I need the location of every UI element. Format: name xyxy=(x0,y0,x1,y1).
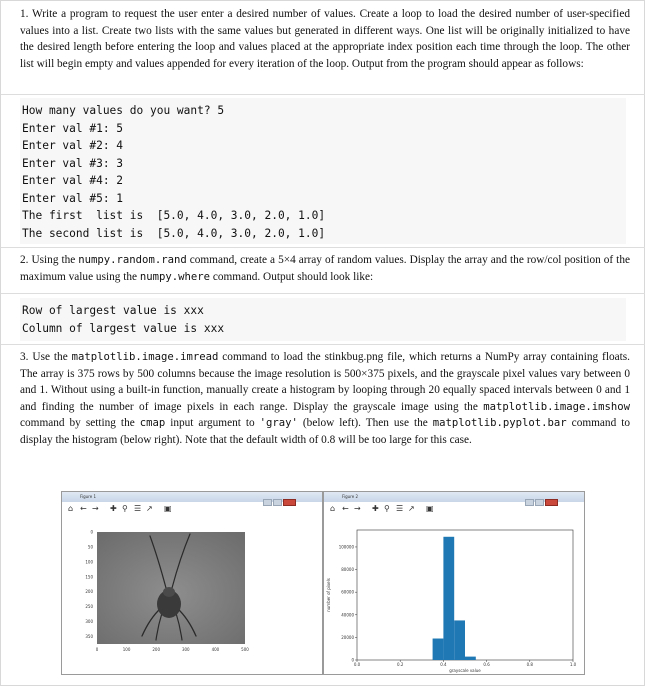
y-tick-label: 150 xyxy=(85,574,93,580)
home-icon[interactable]: ⌂ xyxy=(68,504,74,513)
q3-code-inline: 'gray' xyxy=(259,417,298,430)
x-tick-label: 0.4 xyxy=(440,662,447,667)
y-tick-label: 20000 xyxy=(341,634,354,640)
x-tick-label: 100 xyxy=(122,647,131,652)
q1-text: 1. Write a program to request the user enter a desired number of values. Create a loop to load the desired number of user-specified values into a list. Create two lists with the same values but generated in different ways. One list will be originally initialized to have the desired length before entering the loop and values placed at the appropriate index position each time through the loop. The other list will begin empty and values appended for every iteration of the loop. Output from the program should appear as follows: xyxy=(20,8,630,70)
pan-icon[interactable]: ✚ xyxy=(110,504,117,513)
q3-text-part: command by setting the xyxy=(20,417,140,430)
q3-code-inline: matplotlib.pyplot.bar xyxy=(432,417,567,430)
zoom-icon[interactable]: ⚲ xyxy=(122,504,128,513)
q2-code-inline: numpy.where xyxy=(139,270,211,283)
q1-output-line: Enter val #3: 3 xyxy=(22,156,124,170)
forward-icon[interactable]: → xyxy=(354,504,361,513)
x-tick-label: 500 xyxy=(241,647,249,652)
x-tick-label: 200 xyxy=(152,647,161,652)
q1-output-line: Enter val #5: 1 xyxy=(22,191,124,205)
q1-output-block xyxy=(20,98,626,244)
q3-text-part: 3. Use the xyxy=(20,351,72,363)
x-tick-label: 0.2 xyxy=(397,662,404,667)
image-x-ticks xyxy=(96,647,250,652)
y-tick-label: 100000 xyxy=(338,544,354,550)
q1-output-line: Enter val #4: 2 xyxy=(22,174,124,187)
zoom-icon[interactable]: ⚲ xyxy=(384,504,390,513)
y-tick-label: 200 xyxy=(85,589,93,595)
image-y-ticks xyxy=(85,530,93,640)
x-tick-label: 0 xyxy=(95,647,99,652)
back-icon[interactable]: ← xyxy=(80,504,87,513)
y-tick-label: 50 xyxy=(87,544,93,550)
q1-output-line: Enter val #1: 5 xyxy=(22,121,124,135)
back-icon[interactable]: ← xyxy=(342,504,349,513)
y-tick-label: 350 xyxy=(85,634,93,640)
configure-icon[interactable]: ☰ xyxy=(396,504,404,513)
q2-code-inline: numpy.random.rand xyxy=(78,254,187,266)
histogram-bar xyxy=(433,639,444,660)
figure-toolbar xyxy=(62,502,322,518)
y-tick-label: 40000 xyxy=(341,612,354,618)
figure-window-histogram xyxy=(323,491,585,675)
histogram-bar xyxy=(454,620,465,660)
histogram-bar xyxy=(465,657,476,660)
x-tick-label: 300 xyxy=(181,647,190,652)
q1-output-line: The second list is [5.0, 4.0, 3.0, 2.0, 1.0] xyxy=(22,226,326,240)
q2-output-line: Column of largest value is xxx xyxy=(22,321,225,335)
edit-axes-icon[interactable]: ↗ xyxy=(408,504,415,513)
save-icon[interactable]: ▣ xyxy=(164,504,172,513)
q3-text-part: command to load the stinkbug.png file, which returns a NumPy array containing floats. The array is 375 rows by 500 columns because the image resolution is 500×375 pixels, and the grayscale pixel values vary between 0 and 1. Without using a built-in function, manually create a histogram by looping through 20 equally spaced intervals between 0 and 1 and finding the number of image pixels in each range. Display the grayscale image using the xyxy=(20,351,630,413)
y-tick-label: 250 xyxy=(85,604,93,610)
window-title: Figure 2 xyxy=(342,494,359,499)
y-axis-label: number of pixels xyxy=(326,578,331,612)
divider xyxy=(1,293,645,294)
configure-icon[interactable]: ☰ xyxy=(134,504,142,513)
pan-icon[interactable]: ✚ xyxy=(372,504,379,513)
x-tick-label: 0.0 xyxy=(353,662,361,667)
q1-output-line: The first list is [5.0, 4.0, 3.0, 2.0, 1.0] xyxy=(22,209,326,222)
x-axis-label: grayscale value xyxy=(449,668,481,673)
q2-text xyxy=(20,252,630,285)
window-controls xyxy=(524,493,558,501)
y-tick-label: 0 xyxy=(351,657,354,663)
q2-text-part: command. Output should look like: xyxy=(210,270,374,283)
x-tick-label: 0.6 xyxy=(483,662,490,667)
divider xyxy=(1,344,645,345)
q2-text-part: 2. Using the xyxy=(20,254,79,266)
q3-text-part: command to display the histogram (below right). Note that the default width of 0.8 will be too large for this case. xyxy=(20,417,630,446)
x-tick-label: 1.0 xyxy=(569,662,577,667)
q3-text-part: input argument to xyxy=(165,417,260,430)
figure-window-image xyxy=(61,491,323,675)
y-tick-label: 80000 xyxy=(341,567,354,573)
y-tick-label: 100 xyxy=(85,559,93,565)
save-icon[interactable]: ▣ xyxy=(426,504,434,513)
q1-output-line: How many values do you want? 5 xyxy=(22,104,225,117)
home-icon[interactable]: ⌂ xyxy=(330,504,336,513)
q2-text-part: command, create a 5×4 array of random values. Display the array and the row/col position of the maximum value using the xyxy=(20,254,630,283)
q3-code-inline: cmap xyxy=(139,417,166,430)
histogram-y-ticks xyxy=(339,544,357,662)
q2-output-line: Row of largest value is xxx xyxy=(22,304,204,317)
q3-text xyxy=(20,349,630,449)
q3-text-part: (below left). Then use the xyxy=(297,417,433,430)
divider xyxy=(1,94,645,95)
q3-code-inline: matplotlib.image.imread xyxy=(71,351,219,363)
figure-toolbar xyxy=(324,502,584,518)
window-controls xyxy=(262,493,296,501)
x-tick-label: 0.8 xyxy=(526,662,533,667)
q2-output-block xyxy=(20,298,626,341)
window-title: Figure 1 xyxy=(80,494,97,499)
divider xyxy=(1,247,645,248)
window-titlebar[interactable] xyxy=(62,492,322,502)
edit-axes-icon[interactable]: ↗ xyxy=(146,504,153,513)
histogram-chart xyxy=(324,518,584,674)
window-titlebar[interactable] xyxy=(324,492,584,502)
q1-output-line: Enter val #2: 4 xyxy=(22,139,124,152)
x-tick-label: 400 xyxy=(211,647,220,652)
histogram-bar xyxy=(443,537,454,660)
forward-icon[interactable]: → xyxy=(92,504,99,513)
q3-code-inline: matplotlib.image.imshow xyxy=(483,400,630,413)
y-tick-label: 60000 xyxy=(341,589,354,595)
y-tick-label: 0 xyxy=(90,529,93,535)
histogram-x-ticks xyxy=(354,660,577,667)
image-axes xyxy=(62,518,322,674)
y-tick-label: 300 xyxy=(85,619,93,625)
